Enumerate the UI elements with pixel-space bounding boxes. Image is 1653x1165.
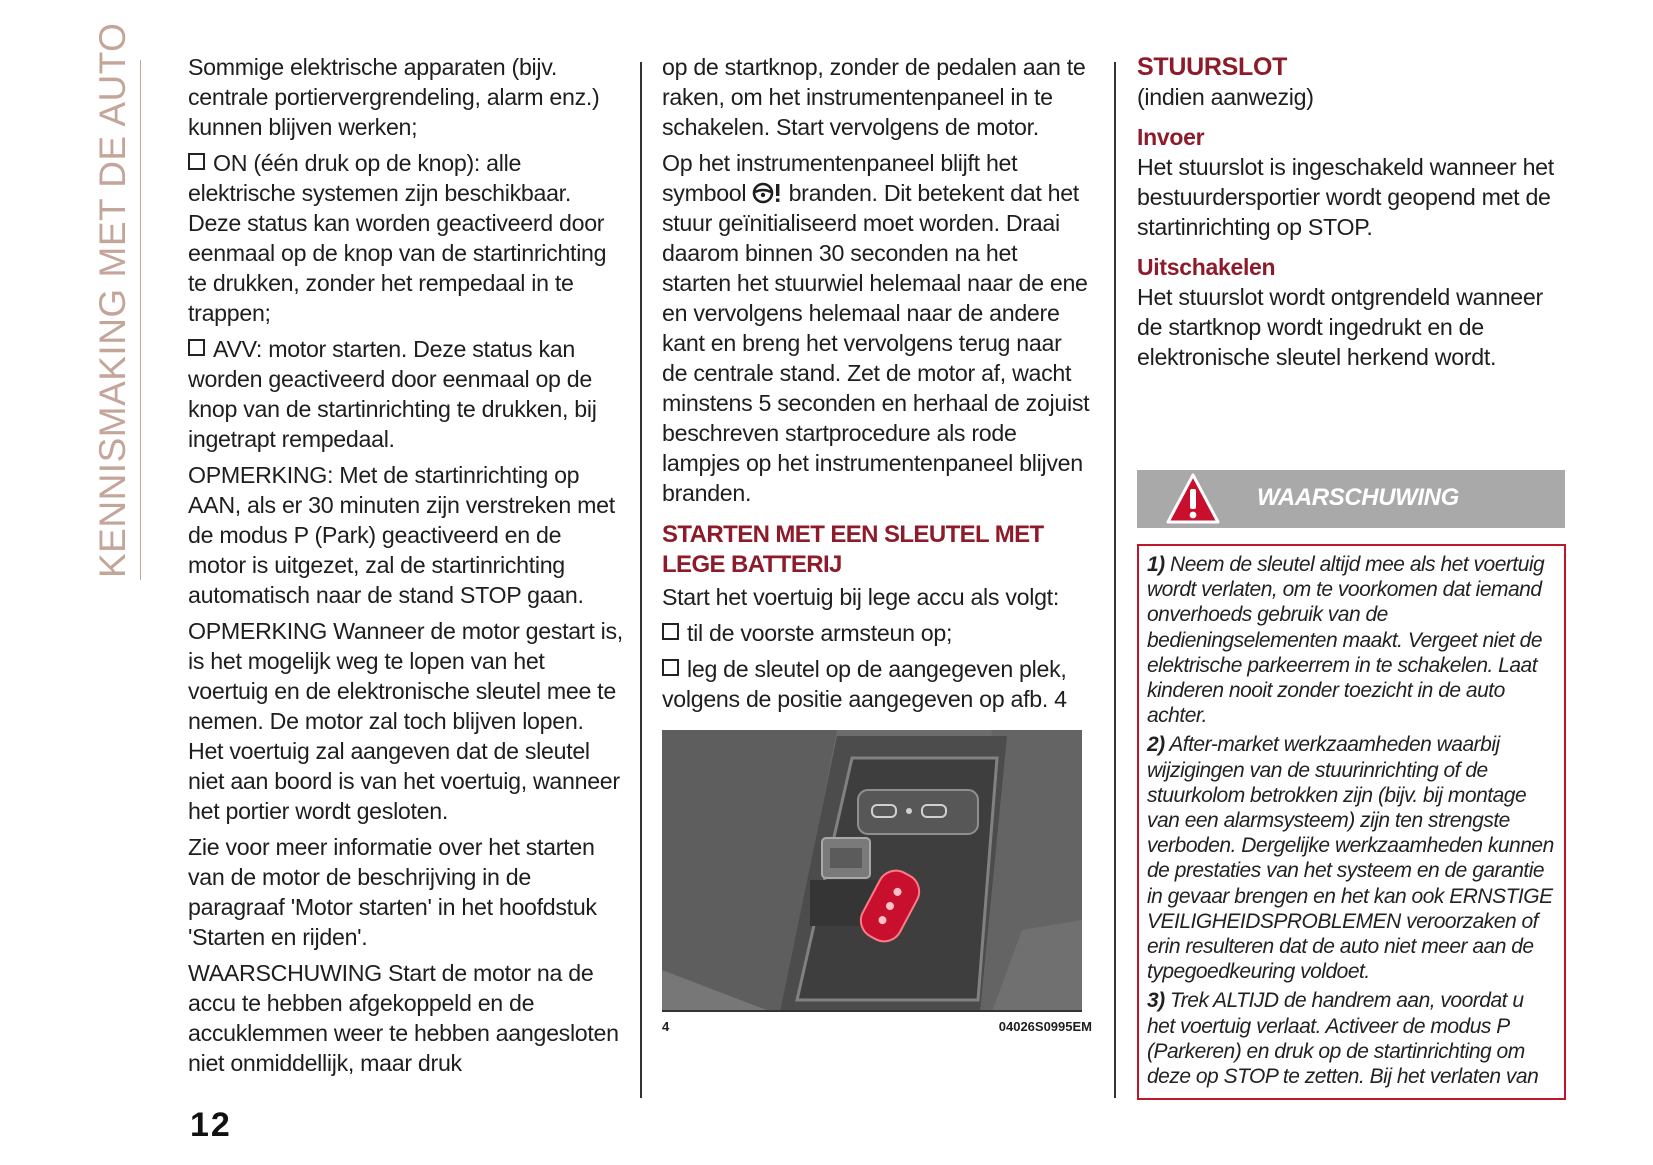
figure-console-key	[662, 730, 1082, 1012]
heading-note: (indien aanwezig)	[1137, 84, 1314, 110]
paragraph: OPMERKING: Met de startinrichting op AAN, als er 30 minuten zijn verstreken met de modus P (Park) geactiveerd en de motor is uitgezet, zal de startinrichting automatisch naar de stand STOP gaan.	[188, 462, 615, 608]
paragraph: Sommige elektrische apparaten (bijv. centrale portiervergrendeling, alarm enz.) kunnen blijven werken;	[188, 54, 600, 140]
column-2	[662, 52, 1092, 1036]
figure-caption	[662, 1018, 1092, 1036]
paragraph-text: branden. Dit betekent dat het stuur geïnitialiseerd moet worden. Draai daarom binnen 30 seconden na het starten het stuurwiel helemaal naar de ene en vervolgens helemaal naar de andere kant en breng het vervolgens terug naar de centrale stand. Zet de motor af, wacht minstens 5 seconden en herhaal de zojuist beschreven startprocedure als rode lampjes op het instrumentenpaneel blijven branden.	[662, 180, 1090, 506]
column-divider-2	[1114, 62, 1116, 1098]
warning-item	[1147, 732, 1556, 984]
warning-item-text: Trek ALTIJD de handrem aan, voordat u het voertuig verlaat. Activeer de modus P (Parkeren) en druk op de startinrichting om deze op STOP te zetten. Bij het verlaten van	[1147, 989, 1539, 1089]
paragraph: Het stuurslot wordt ontgrendeld wanneer de startknop wordt ingedrukt en de elektronische sleutel herkend wordt.	[1137, 284, 1543, 370]
figure-code: 04026S0995EM	[998, 1019, 1092, 1034]
warning-item	[1147, 988, 1556, 1089]
warning-box	[1137, 544, 1566, 1100]
column-divider-1	[640, 62, 642, 1098]
subheading-uitschakelen: Uitschakelen	[1137, 254, 1276, 280]
paragraph-text: Op het instrumentenpaneel blijft het symbool	[662, 150, 1018, 206]
steering-warning-icon	[752, 182, 782, 204]
warning-header	[1137, 470, 1565, 528]
paragraph: WAARSCHUWING Start de motor na de accu te hebben afgekoppeld en de accuklemmen weer te hebben aangesloten niet onmiddellijk, maar druk	[188, 960, 619, 1076]
page-number: 12	[190, 1106, 232, 1144]
chapter-side-title: KENNISMAKING MET DE AUTO	[92, 22, 133, 578]
warning-triangle-icon	[1165, 472, 1221, 526]
warning-item	[1147, 552, 1556, 728]
bullet-item	[662, 618, 1092, 648]
paragraph	[662, 148, 1092, 508]
column-1	[188, 52, 623, 1084]
section-heading: STUURSLOT	[1137, 53, 1288, 81]
console-illustration	[662, 730, 1082, 1012]
paragraph: Start het voertuig bij lege accu als volgt:	[662, 584, 1059, 610]
bullet-text: til de voorste armsteun op;	[687, 620, 953, 646]
paragraph: OPMERKING Wanneer de motor gestart is, is het mogelijk weg te lopen van het voertuig en de elektronische sleutel mee te nemen. De motor zal toch blijven lopen. Het voertuig zal aangeven dat de sleutel niet aan boord is van het voertuig, wanneer het portier wordt gesloten.	[188, 618, 623, 824]
bullet-item	[188, 334, 623, 454]
side-divider	[140, 60, 141, 580]
paragraph: Het stuurslot is ingeschakeld wanneer het bestuurdersportier wordt geopend met de startinrichting op STOP.	[1137, 154, 1554, 240]
warning-item-text: Neem de sleutel altijd mee als het voertuig wordt verlaten, om te voorkomen dat iemand onverhoeds gebruik van de bedieningselementen maakt. Vergeet niet de elektrische parkeerrem in te schakelen. Laat kinderen nooit zonder toezicht in de auto achter.	[1147, 553, 1545, 728]
bullet-text: leg de sleutel op de aangegeven plek, volgens de positie aangegeven op afb. 4	[662, 656, 1067, 712]
warning-item-number: 2)	[1147, 733, 1165, 757]
subheading-invoer: Invoer	[1137, 124, 1205, 150]
column-3	[1137, 52, 1567, 378]
warning-title: WAARSCHUWING	[1257, 484, 1459, 511]
bullet-item	[662, 654, 1092, 714]
warning-item-text: After-market werkzaamheden waarbij wijzigingen van de stuurinrichting of de stuurkolom betrokken zijn (bijv. bij montage van een alarmsysteem) zijn ten strengste verboden. Dergelijke werkzaamheden kunnen de prestaties van het systeem en de garantie in gevaar brengen en het kan ook ERNSTIGE VEILIGHEIDSPROBLEMEN veroorzaken of erin resulteren dat de auto niet meer aan de typegoedkeuring voldoet.	[1147, 733, 1554, 984]
figure-number: 4	[662, 1019, 670, 1034]
paragraph: op de startknop, zonder de pedalen aan te raken, om het instrumentenpaneel in te schakelen. Start vervolgens de motor.	[662, 54, 1086, 140]
bullet-text: ON (één druk op de knop): alle elektrische systemen zijn beschikbaar. Deze status kan worden geactiveerd door eenmaal op de knop van de startinrichting te drukken, zonder het rempedaal in te trappen;	[188, 150, 607, 326]
section-heading: STARTEN MET EEN SLEUTEL MET LEGE BATTERIJ	[662, 521, 1044, 578]
bullet-text: AVV: motor starten. Deze status kan worden geactiveerd door eenmaal op de knop van de startinrichting te drukken, bij ingetrapt rempedaal.	[188, 336, 597, 452]
paragraph: Zie voor meer informatie over het starten van de motor de beschrijving in de paragraaf 'Motor starten' in het hoofdstuk 'Starten en rijden'.	[188, 834, 597, 950]
warning-item-number: 1)	[1147, 553, 1165, 576]
bullet-item	[188, 148, 623, 328]
warning-item-number: 3)	[1147, 989, 1165, 1013]
